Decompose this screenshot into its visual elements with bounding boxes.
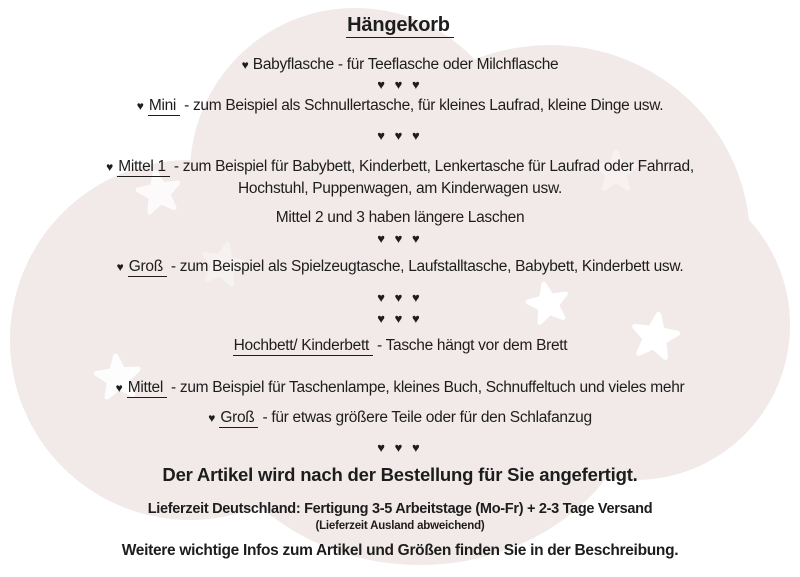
page-title-text: Hängekorb: [346, 14, 454, 38]
heart-icon: ♥: [241, 58, 249, 72]
hochbett-size-label-gross: Groß: [219, 409, 258, 428]
size-label-mini: Mini: [148, 97, 180, 116]
size-line-mittel1-text: - zum Beispiel für Babybett, Kinderbett, Lenkertasche für Laufrad oder Fahrrad,: [173, 158, 694, 175]
hearts-divider: ♥ ♥ ♥: [377, 311, 423, 326]
hearts-divider: ♥ ♥ ♥: [377, 231, 423, 246]
made-to-order-text: Der Artikel wird nach der Bestellung für Sie angefertigt.: [162, 464, 638, 485]
heart-icon: ♥: [208, 411, 216, 425]
size-line-mini: [137, 96, 664, 116]
more-info-text: Weitere wichtige Infos zum Artikel und Größen finden Sie in der Beschreibung.: [121, 542, 679, 559]
hochbett-size-line-gross: [208, 408, 592, 428]
heart-icon: ♥: [106, 160, 114, 174]
hochbett-label: Hochbett/ Kinderbett: [233, 337, 373, 356]
hearts-divider: ♥ ♥ ♥: [377, 440, 423, 455]
size-label-gross: Groß: [128, 258, 167, 277]
size-line-mittel1-text2: Hochstuhl, Puppenwagen, am Kinderwagen usw.: [237, 180, 562, 197]
heart-icon: ♥: [136, 99, 144, 113]
size-line-mittel1: [106, 156, 694, 199]
delivery-abroad-note: (Lieferzeit Ausland abweichend): [315, 520, 485, 532]
hochbett-line: [233, 336, 568, 356]
size-line-gross: [117, 257, 684, 277]
size-line-mini-text: - zum Beispiel als Schnullertasche, für kleines Laufrad, kleine Dinge usw.: [184, 97, 664, 114]
hochbett-size-line-gross-text: - für etwas größere Teile oder für den Schlafanzug: [262, 409, 592, 426]
hochbett-size-line-mittel-text: - zum Beispiel für Taschenlampe, kleines Buch, Schnuffeltuch und vieles mehr: [171, 379, 685, 396]
hearts-divider: ♥ ♥ ♥: [377, 128, 423, 143]
size-label-mittel1: Mittel 1: [117, 158, 170, 177]
hochbett-size-line-mittel: [116, 378, 685, 398]
page-title: [346, 12, 454, 38]
hochbett-size-label-mittel: Mittel: [127, 379, 167, 398]
size-line-gross-text: - zum Beispiel als Spielzeugtasche, Laufstalltasche, Babybett, Kinderbett usw.: [170, 258, 684, 275]
size-line-babyflasche-text: Babyflasche - für Teeflasche oder Milchflasche: [252, 56, 559, 73]
mittel23-note: Mittel 2 und 3 haben längere Laschen: [275, 209, 525, 226]
hochbett-text: - Tasche hängt vor dem Brett: [376, 337, 568, 354]
delivery-time-text: Lieferzeit Deutschland: Fertigung 3-5 Arbeitstage (Mo-Fr) + 2-3 Tage Versand: [147, 501, 653, 517]
size-line-babyflasche: [242, 55, 559, 75]
hearts-divider: ♥ ♥ ♥: [377, 77, 423, 92]
hearts-divider: ♥ ♥ ♥: [377, 290, 423, 305]
heart-icon: ♥: [115, 381, 123, 395]
heart-icon: ♥: [116, 260, 124, 274]
